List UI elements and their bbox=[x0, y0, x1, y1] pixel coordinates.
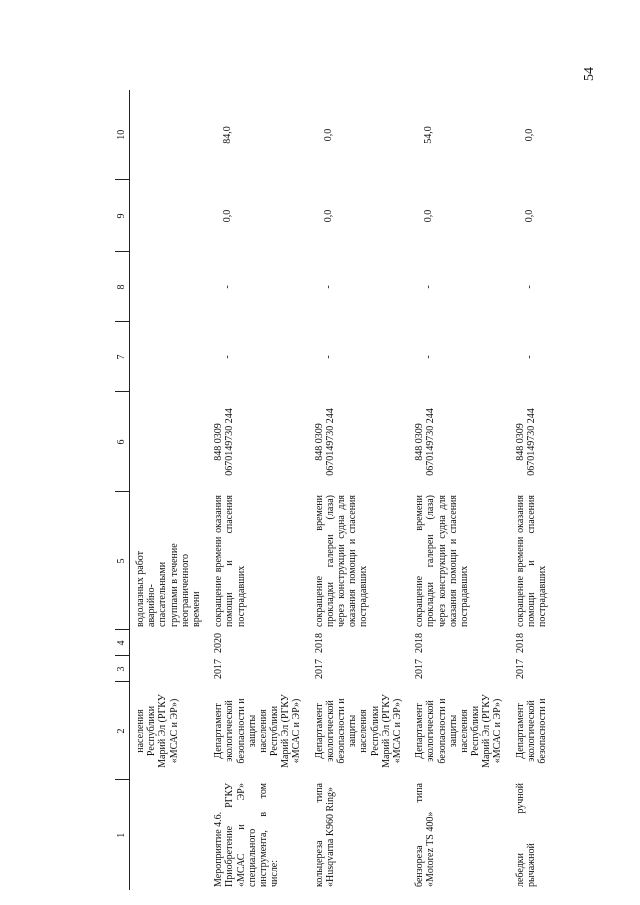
cell-executor: Департамент экологической безопасности и защиты населения Республики Марий Эл (РГКУ «МСАС и ЭР») bbox=[313, 694, 403, 768]
header-cell: 10 bbox=[115, 90, 130, 180]
header-cell: 4 bbox=[115, 630, 130, 656]
cell-budget-code bbox=[130, 392, 209, 492]
cell-col10 bbox=[130, 90, 209, 180]
header-cell: 3 bbox=[115, 656, 130, 682]
cell-start-year: 2017 bbox=[213, 659, 225, 679]
cell-start-year bbox=[130, 656, 209, 682]
cell-col7 bbox=[130, 322, 209, 392]
page-number: 54 bbox=[582, 67, 597, 81]
cell-executor: Департамент экологической безопасности и защиты населения Республики Марий Эл (РГКУ «МСАС и ЭР») bbox=[414, 694, 504, 768]
cell-col10: 0,0 bbox=[322, 128, 334, 142]
cell-end-year: 2018 bbox=[514, 633, 526, 653]
table-row bbox=[409, 90, 510, 890]
cell-end-year: 2020 bbox=[213, 633, 225, 653]
cell-executor: Департамент экологической безопасности и bbox=[514, 698, 548, 764]
cell-col7: - bbox=[322, 355, 334, 359]
cell-start-year: 2017 bbox=[414, 659, 426, 679]
program-table bbox=[115, 90, 554, 890]
cell-col9: 0,0 bbox=[523, 209, 535, 223]
cell-budget-code: 848 0309 0670149730 244 bbox=[313, 408, 336, 476]
cell-col7: - bbox=[423, 355, 435, 359]
cell-activity: бензореза типа «Motorez TS 400» bbox=[414, 783, 437, 887]
cell-col9: 0,0 bbox=[322, 209, 334, 223]
cell-col10: 0,0 bbox=[523, 128, 535, 142]
cell-executor: населения Республики Марий Эл (РГКУ «МСАС и ЭР») bbox=[135, 694, 180, 768]
table-row bbox=[510, 90, 555, 890]
header-cell: 2 bbox=[115, 682, 130, 780]
cell-col8 bbox=[130, 252, 209, 322]
header-cell: 7 bbox=[115, 322, 130, 392]
cell-col8: - bbox=[322, 285, 334, 289]
cell-col9 bbox=[130, 180, 209, 252]
cell-budget-code: 848 0309 0670149730 244 bbox=[213, 408, 236, 476]
header-cell: 9 bbox=[115, 180, 130, 252]
table-row bbox=[309, 90, 410, 890]
header-cell: 5 bbox=[115, 492, 130, 630]
cell-budget-code: 848 0309 0670149730 244 bbox=[514, 408, 537, 476]
cell-result: сокращение времени оказания помощи и спасения пострадавших bbox=[213, 495, 247, 627]
cell-col8: - bbox=[523, 285, 535, 289]
table-row bbox=[130, 90, 209, 890]
cell-budget-code: 848 0309 0670149730 244 bbox=[414, 408, 437, 476]
cell-activity: кольцереза типа «Husqvarna K960 Ring» bbox=[313, 783, 336, 887]
cell-activity: Мероприятие 4.6. Приобретение РГКУ «МСАС и ЭР» специального инструмента, в том числе: bbox=[213, 783, 281, 887]
cell-col7: - bbox=[222, 355, 234, 359]
cell-col10: 54,0 bbox=[423, 126, 435, 144]
header-cell: 6 bbox=[115, 392, 130, 492]
header-row bbox=[115, 90, 130, 890]
cell-executor: Департамент экологической безопасности и защиты населения Республики Марий Эл (РГКУ «МСАС и ЭР») bbox=[213, 694, 303, 768]
cell-result: сокращение времени оказания помощи и спасения пострадавших bbox=[514, 495, 548, 627]
header-cell: 1 bbox=[115, 780, 130, 890]
cell-col8: - bbox=[222, 285, 234, 289]
cell-col10: 84,0 bbox=[222, 126, 234, 144]
cell-col9: 0,0 bbox=[222, 209, 234, 223]
cell-result: водолазных работ аварийно- спасательными группами в течение неограниченного времени bbox=[135, 543, 202, 627]
cell-col7: - bbox=[523, 355, 535, 359]
cell-col8: - bbox=[423, 285, 435, 289]
cell-end-year bbox=[130, 630, 209, 656]
cell-start-year: 2017 bbox=[313, 659, 325, 679]
cell-col9: 0,0 bbox=[423, 209, 435, 223]
cell-activity bbox=[130, 780, 209, 890]
cell-result: сокращение времени прокладки галереи (лаза) через конструкции судна для оказания помощи и спасения пострадавших bbox=[414, 495, 470, 627]
cell-end-year: 2018 bbox=[414, 633, 426, 653]
cell-end-year: 2018 bbox=[313, 633, 325, 653]
rotated-table-container bbox=[115, 90, 555, 890]
cell-result: сокращение времени прокладки галереи (лаза) через конструкции судна для оказания помощи и спасения пострадавших bbox=[313, 495, 370, 627]
cell-activity: лебедки ручной рычажной bbox=[514, 783, 537, 887]
table-row bbox=[208, 90, 309, 890]
header-cell: 8 bbox=[115, 252, 130, 322]
cell-start-year: 2017 bbox=[514, 659, 526, 679]
